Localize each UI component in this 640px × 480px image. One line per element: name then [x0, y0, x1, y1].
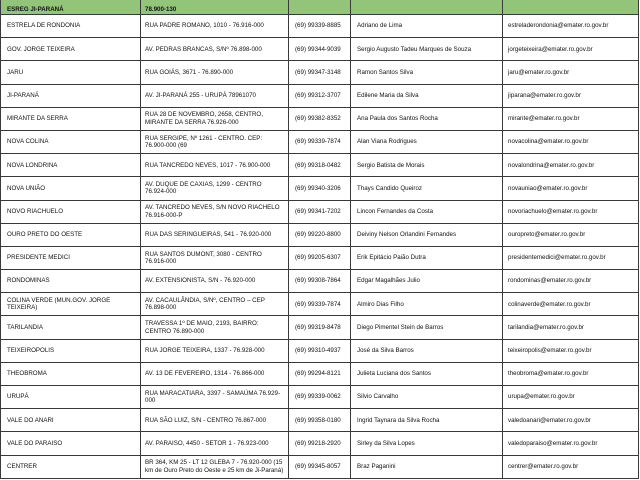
- address-cell: RUA 28 DE NOVEMBRO, 2658, CENTRO, MIRANTE DA SERRA 76.926-000: [141, 107, 289, 130]
- address-cell: RUA PADRE ROMANO, 1010 - 76.916-000: [141, 15, 289, 38]
- regional-office-cell: ESREG JI-PARANÁ: [1, 0, 141, 15]
- directory-table-body: [1, 0, 639, 478]
- contact-name-cell: Julieta Luciana dos Santos: [351, 362, 503, 385]
- phone-cell: (69) 99218-2920: [289, 432, 351, 455]
- phone-cell: (69) 99220-8800: [289, 223, 351, 246]
- contact-name-cell: Ingrid Taynara da Silva Rocha: [351, 409, 503, 432]
- contact-name-cell: Ramon Santos Silva: [351, 61, 503, 84]
- address-cell: BR 364, KM 25 - LT 12 GLEBA 7 - 76.920-000 (15 km de Ouro Preto do Oeste e 25 km de Ji-Paraná): [141, 455, 289, 478]
- email-cell: jaru@emater.ro.gov.br: [503, 61, 639, 84]
- table-row: [1, 362, 639, 385]
- table-row: [1, 107, 639, 130]
- email-cell: novacolina@emater.ro.gov.br: [503, 130, 639, 153]
- office-cell: NOVO RIACHUELO: [1, 200, 141, 223]
- office-cell: NOVA COLINA: [1, 130, 141, 153]
- email-cell: novoriachuelo@emater.ro.gov.br: [503, 200, 639, 223]
- contact-name-cell: Ana Paula dos Santos Rocha: [351, 107, 503, 130]
- email-cell: valedoanari@emater.ro.gov.br: [503, 409, 639, 432]
- header-phone-cell: [289, 0, 351, 15]
- regional-header-row: [1, 0, 639, 15]
- phone-cell: (69) 99345-8057: [289, 455, 351, 478]
- email-cell: theobroma@emater.ro.gov.br: [503, 362, 639, 385]
- contact-name-cell: Almiro Dias Filho: [351, 293, 503, 316]
- office-cell: ESTRELA DE RONDONIA: [1, 15, 141, 38]
- email-cell: jiparana@emater.ro.gov.br: [503, 84, 639, 107]
- email-cell: novalondrina@emater.ro.gov.br: [503, 154, 639, 177]
- phone-cell: (69) 99310-4937: [289, 339, 351, 362]
- contact-name-cell: José da Silva Barros: [351, 339, 503, 362]
- office-cell: PRESIDENTE MEDICI: [1, 246, 141, 269]
- address-cell: TRAVESSA 1º DE MAIO, 2193, BAIRRO: CENTRO 76.890-000: [141, 316, 289, 339]
- contact-name-cell: Erik Epitácio Paião Dutra: [351, 246, 503, 269]
- table-row: [1, 61, 639, 84]
- email-cell: tarilandia@emater.ro.gov.br: [503, 316, 639, 339]
- address-cell: RUA JORGE TEIXEIRA, 1337 - 76.928-000: [141, 339, 289, 362]
- contact-name-cell: Thays Candido Queiroz: [351, 177, 503, 200]
- contact-name-cell: Edgar Magalhães Julio: [351, 270, 503, 293]
- table-row: [1, 200, 639, 223]
- contact-name-cell: Diego Pimentel Stein de Barros: [351, 316, 503, 339]
- address-cell: RUA DAS SERINGUEIRAS, 541 - 76.920-000: [141, 223, 289, 246]
- address-cell: RUA SERGIPE, Nº 1261 - CENTRO. CEP: 76.900-000 (69: [141, 130, 289, 153]
- contact-name-cell: Deiviny Nelson Orlandini Fernandes: [351, 223, 503, 246]
- email-cell: valedoparaiso@emater.ro.gov.br: [503, 432, 639, 455]
- address-cell: RUA TANCREDO NEVES, 1017 - 76.900-000: [141, 154, 289, 177]
- address-cell: AV. 13 DE FEVEREIRO, 1314 - 76.866-000: [141, 362, 289, 385]
- phone-cell: (69) 99312-3707: [289, 84, 351, 107]
- table-row: [1, 130, 639, 153]
- address-cell: RUA SANTOS DUMONT, 3080 - CENTRO 76.916-000: [141, 246, 289, 269]
- address-cell: AV. EXTENSIONISTA, S/N - 76.920-000: [141, 270, 289, 293]
- contact-name-cell: Edilene Maria da Silva: [351, 84, 503, 107]
- phone-cell: (69) 99205-6307: [289, 246, 351, 269]
- email-cell: colinaverde@emater.ro.gov.br: [503, 293, 639, 316]
- contact-name-cell: Braz Paganini: [351, 455, 503, 478]
- email-cell: presidentemedici@emater.ro.gov.br: [503, 246, 639, 269]
- office-cell: COLINA VERDE (MUN.GOV. JORGE TEIXEIRA): [1, 293, 141, 316]
- header-email-cell: [503, 0, 639, 15]
- phone-cell: (69) 99339-7874: [289, 130, 351, 153]
- office-cell: OURO PRETO DO OESTE: [1, 223, 141, 246]
- phone-cell: (69) 99344-9039: [289, 38, 351, 61]
- address-cell: AV. PEDRAS BRANCAS, S/Nº 76.898-000: [141, 38, 289, 61]
- table-row: [1, 432, 639, 455]
- regional-zip-cell: 78.900-130: [141, 0, 289, 15]
- office-cell: VALE DO PARAISO: [1, 432, 141, 455]
- email-cell: rondominas@emater.ro.gov.br: [503, 270, 639, 293]
- table-row: [1, 15, 639, 38]
- phone-cell: (69) 99319-8478: [289, 316, 351, 339]
- contact-name-cell: Silvio Carvalho: [351, 386, 503, 409]
- contact-name-cell: Adriano de Lima: [351, 15, 503, 38]
- table-row: [1, 270, 639, 293]
- table-row: [1, 177, 639, 200]
- office-cell: URUPÁ: [1, 386, 141, 409]
- email-cell: estreladerondonia@emater.ro.gov.br: [503, 15, 639, 38]
- address-cell: AV. DUQUE DE CAXIAS, 1299 - CENTRO 76.924-000: [141, 177, 289, 200]
- table-row: [1, 409, 639, 432]
- table-row: [1, 293, 639, 316]
- office-cell: VALE DO ANARI: [1, 409, 141, 432]
- table-row: [1, 316, 639, 339]
- email-cell: jorgeteixeira@emater.ro.gov.br: [503, 38, 639, 61]
- table-row: [1, 246, 639, 269]
- phone-cell: (69) 99347-3148: [289, 61, 351, 84]
- office-cell: THEOBROMA: [1, 362, 141, 385]
- office-cell: TEIXEIROPOLIS: [1, 339, 141, 362]
- table-row: [1, 386, 639, 409]
- contact-name-cell: Sergio Batista de Morais: [351, 154, 503, 177]
- address-cell: RUA MARACATIARA, 3397 - SAMAÚMA 76.929-000: [141, 386, 289, 409]
- table-row: [1, 84, 639, 107]
- address-cell: AV. PARAISO, 4450 - SETOR 1 - 76.923-000: [141, 432, 289, 455]
- office-cell: TARILANDIA: [1, 316, 141, 339]
- office-cell: JARU: [1, 61, 141, 84]
- email-cell: mirante@emater.ro.gov.br: [503, 107, 639, 130]
- contact-name-cell: Sergio Augusto Tadeu Marques de Souza: [351, 38, 503, 61]
- email-cell: ouropreto@emater.ro.gov.br: [503, 223, 639, 246]
- phone-cell: (69) 99318-0482: [289, 154, 351, 177]
- table-row: [1, 455, 639, 478]
- address-cell: RUA GOIÁS, 3671 - 76.890-000: [141, 61, 289, 84]
- contact-name-cell: Alan Viana Rodrigues: [351, 130, 503, 153]
- address-cell: AV. CACAULÂNDIA, S/Nº, CENTRO – CEP 76.898-000: [141, 293, 289, 316]
- office-cell: MIRANTE DA SERRA: [1, 107, 141, 130]
- address-cell: RUA SÃO LUIZ, S/N - CENTRO 76.867-000: [141, 409, 289, 432]
- address-cell: AV. TANCREDO NEVES, S/N NOVO RIACHELO 76.916-000-P: [141, 200, 289, 223]
- phone-cell: (69) 99341-7202: [289, 200, 351, 223]
- email-cell: teixeiropolis@emater.ro.gov.br: [503, 339, 639, 362]
- address-cell: AV. JI-PARANÁ 255 - URUPÁ 78961070: [141, 84, 289, 107]
- office-cell: NOVA UNIÃO: [1, 177, 141, 200]
- office-cell: NOVA LONDRINA: [1, 154, 141, 177]
- phone-cell: (69) 99340-3206: [289, 177, 351, 200]
- phone-cell: (69) 99294-8121: [289, 362, 351, 385]
- phone-cell: (69) 99308-7864: [289, 270, 351, 293]
- table-row: [1, 154, 639, 177]
- contact-name-cell: Sirley da Silva Lopes: [351, 432, 503, 455]
- email-cell: novauniao@emater.ro.gov.br: [503, 177, 639, 200]
- email-cell: urupa@emater.ro.gov.br: [503, 386, 639, 409]
- phone-cell: (69) 99339-7874: [289, 293, 351, 316]
- header-name-cell: [351, 0, 503, 15]
- phone-cell: (69) 99382-8352: [289, 107, 351, 130]
- office-cell: GOV. JORGE TEIXEIRA: [1, 38, 141, 61]
- office-cell: CENTRER: [1, 455, 141, 478]
- table-row: [1, 38, 639, 61]
- table-row: [1, 339, 639, 362]
- table-row: [1, 223, 639, 246]
- office-cell: JI-PARANÁ: [1, 84, 141, 107]
- phone-cell: (69) 99339-8885: [289, 15, 351, 38]
- office-cell: RONDOMINAS: [1, 270, 141, 293]
- contact-name-cell: Lincon Fernandes da Costa: [351, 200, 503, 223]
- email-cell: centrer@emater.ro.gov.br: [503, 455, 639, 478]
- phone-cell: (69) 99358-0180: [289, 409, 351, 432]
- phone-cell: (69) 99339-0062: [289, 386, 351, 409]
